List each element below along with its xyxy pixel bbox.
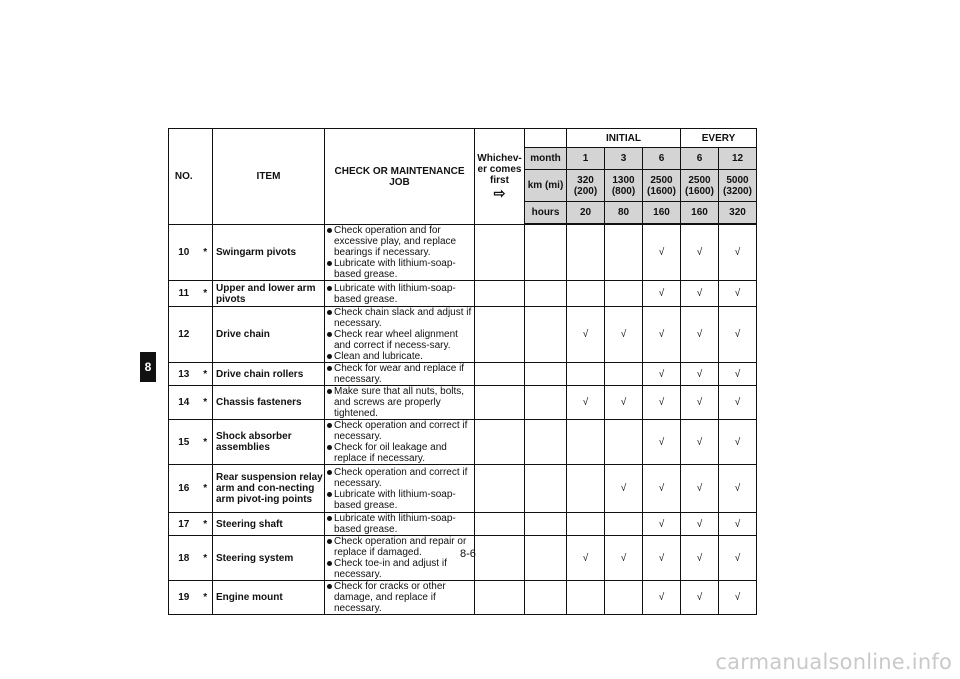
check-mark: √: [643, 363, 681, 386]
check-mark: √: [605, 386, 643, 420]
arrow-right-icon: ⇨: [493, 185, 506, 201]
header-interval-value: 1300 (800): [605, 170, 643, 202]
check-mark: √: [719, 513, 757, 536]
job-bullet-item: Lubricate with lithium-soap-based grease.: [325, 489, 474, 511]
header-unit-label: hours: [525, 202, 567, 224]
check-mark: [567, 465, 605, 513]
row-number: 14: [169, 386, 199, 420]
header-whichever: [475, 129, 525, 225]
row-job: [325, 420, 475, 465]
row-item: Rear suspension relay arm and con-necting arm pivot-ing points: [213, 465, 325, 513]
job-bullet-item: Lubricate with lithium-soap-based grease.: [325, 283, 474, 305]
check-mark: √: [681, 465, 719, 513]
table-row: [169, 420, 757, 465]
job-bullet-item: Check operation and correct if necessary.: [325, 420, 474, 442]
check-mark: [567, 420, 605, 465]
table-row: [169, 225, 757, 281]
check-mark: √: [643, 307, 681, 363]
check-mark: √: [643, 465, 681, 513]
header-interval-value: 2500 (1600): [681, 170, 719, 202]
header-no: NO.: [169, 129, 199, 225]
check-mark: [605, 281, 643, 307]
check-mark: √: [719, 536, 757, 581]
row-asterisk: *: [199, 363, 213, 386]
row-asterisk: [199, 307, 213, 363]
job-bullet-item: Check operation and repair or replace if damaged.: [325, 536, 474, 558]
row-asterisk: *: [199, 420, 213, 465]
check-mark: [605, 513, 643, 536]
check-mark: √: [719, 420, 757, 465]
header-interval-value: 160: [681, 202, 719, 224]
check-mark: √: [567, 536, 605, 581]
check-mark: √: [643, 581, 681, 615]
check-mark: [567, 363, 605, 386]
row-item: Swingarm pivots: [213, 225, 325, 281]
check-mark: [605, 581, 643, 615]
job-bullet-item: Check for cracks or other damage, and replace if necessary.: [325, 581, 474, 614]
check-mark: √: [719, 581, 757, 615]
header-interval-value: 2500 (1600): [643, 170, 681, 202]
check-mark: √: [605, 465, 643, 513]
row-asterisk: *: [199, 386, 213, 420]
check-mark: √: [643, 513, 681, 536]
header-job: CHECK OR MAINTENANCE JOB: [325, 129, 475, 225]
check-mark: √: [643, 536, 681, 581]
header-interval-value: 320 (200): [567, 170, 605, 202]
header-initial: INITIAL: [567, 129, 681, 148]
header-interval-value: 6: [681, 148, 719, 170]
check-mark: √: [681, 281, 719, 307]
table-row: [169, 513, 757, 536]
section-tab: 8: [140, 352, 156, 382]
check-mark: √: [643, 281, 681, 307]
row-item: Chassis fasteners: [213, 386, 325, 420]
check-mark: [567, 281, 605, 307]
check-mark: √: [605, 307, 643, 363]
check-mark: √: [719, 225, 757, 281]
row-number: 19: [169, 581, 199, 615]
check-mark: [605, 420, 643, 465]
check-mark: [605, 225, 643, 281]
header-interval-value: 5000 (3200): [719, 170, 757, 202]
check-mark: √: [719, 307, 757, 363]
check-mark: [605, 363, 643, 386]
job-bullet-item: Check rear wheel alignment and correct if necess-sary.: [325, 329, 474, 351]
check-mark: √: [719, 386, 757, 420]
job-bullet-item: Make sure that all nuts, bolts, and screws are properly tightened.: [325, 386, 474, 419]
check-mark: [567, 513, 605, 536]
header-every: EVERY: [681, 129, 757, 148]
row-job: [325, 513, 475, 536]
job-bullet-item: Clean and lubricate.: [325, 351, 474, 362]
row-job: [325, 581, 475, 615]
row-job: [325, 465, 475, 513]
job-bullet-item: Check for oil leakage and replace if necessary.: [325, 442, 474, 464]
row-asterisk: *: [199, 581, 213, 615]
job-bullet-item: Check for wear and replace if necessary.: [325, 363, 474, 385]
check-mark: √: [719, 281, 757, 307]
header-interval-value: 12: [719, 148, 757, 170]
row-number: 18: [169, 536, 199, 581]
row-asterisk: *: [199, 281, 213, 307]
table-row: [169, 386, 757, 420]
row-item: Engine mount: [213, 581, 325, 615]
page-number: 8-6: [460, 548, 476, 560]
row-asterisk: *: [199, 225, 213, 281]
row-number: 12: [169, 307, 199, 363]
row-item: Drive chain rollers: [213, 363, 325, 386]
header-interval-value: 80: [605, 202, 643, 224]
check-mark: √: [643, 420, 681, 465]
row-job: [325, 281, 475, 307]
row-number: 10: [169, 225, 199, 281]
row-job: [325, 363, 475, 386]
header-item: ITEM: [213, 129, 325, 225]
table-row: [169, 465, 757, 513]
check-mark: √: [681, 363, 719, 386]
row-item: Steering shaft: [213, 513, 325, 536]
check-mark: [567, 581, 605, 615]
check-mark: √: [681, 581, 719, 615]
row-number: 13: [169, 363, 199, 386]
job-bullet-item: Check toe-in and adjust if necessary.: [325, 558, 474, 580]
check-mark: √: [605, 536, 643, 581]
check-mark: √: [681, 386, 719, 420]
check-mark: √: [643, 386, 681, 420]
check-mark: [567, 225, 605, 281]
check-mark: √: [681, 225, 719, 281]
row-number: 15: [169, 420, 199, 465]
job-bullet-item: Check operation and for excessive play, and replace bearings if necessary.: [325, 225, 474, 258]
job-bullet-item: Check operation and correct if necessary.: [325, 467, 474, 489]
job-bullet-item: Lubricate with lithium-soap-based grease.: [325, 258, 474, 280]
maintenance-table: [168, 128, 757, 615]
table-row: [169, 363, 757, 386]
table-row: [169, 581, 757, 615]
row-job: [325, 536, 475, 581]
header-interval-value: 6: [643, 148, 681, 170]
check-mark: √: [681, 536, 719, 581]
row-item: Steering system: [213, 536, 325, 581]
row-number: 16: [169, 465, 199, 513]
header-interval-value: 3: [605, 148, 643, 170]
check-mark: √: [681, 307, 719, 363]
table-row: [169, 307, 757, 363]
header-unit-label: month: [525, 148, 567, 170]
row-job: [325, 386, 475, 420]
table-row: [169, 281, 757, 307]
job-bullet-item: Lubricate with lithium-soap-based grease.: [325, 513, 474, 535]
header-unit-label: km (mi): [525, 170, 567, 202]
header-interval-value: 1: [567, 148, 605, 170]
row-job: [325, 307, 475, 363]
header-interval-value: 160: [643, 202, 681, 224]
header-interval-value: 20: [567, 202, 605, 224]
row-number: 11: [169, 281, 199, 307]
check-mark: √: [681, 420, 719, 465]
job-bullet-item: Check chain slack and adjust if necessary.: [325, 307, 474, 329]
row-job: [325, 225, 475, 281]
check-mark: √: [719, 465, 757, 513]
row-item: Upper and lower arm pivots: [213, 281, 325, 307]
check-mark: √: [681, 513, 719, 536]
check-mark: √: [567, 386, 605, 420]
row-asterisk: *: [199, 536, 213, 581]
row-asterisk: *: [199, 513, 213, 536]
whichever-label: Whichev-er comes first: [477, 153, 522, 186]
row-item: Shock absorber assemblies: [213, 420, 325, 465]
check-mark: √: [567, 307, 605, 363]
check-mark: √: [719, 363, 757, 386]
check-mark: √: [643, 225, 681, 281]
row-asterisk: *: [199, 465, 213, 513]
watermark: carmanualsonline.info: [715, 650, 952, 674]
row-item: Drive chain: [213, 307, 325, 363]
row-number: 17: [169, 513, 199, 536]
header-interval-value: 320: [719, 202, 757, 224]
